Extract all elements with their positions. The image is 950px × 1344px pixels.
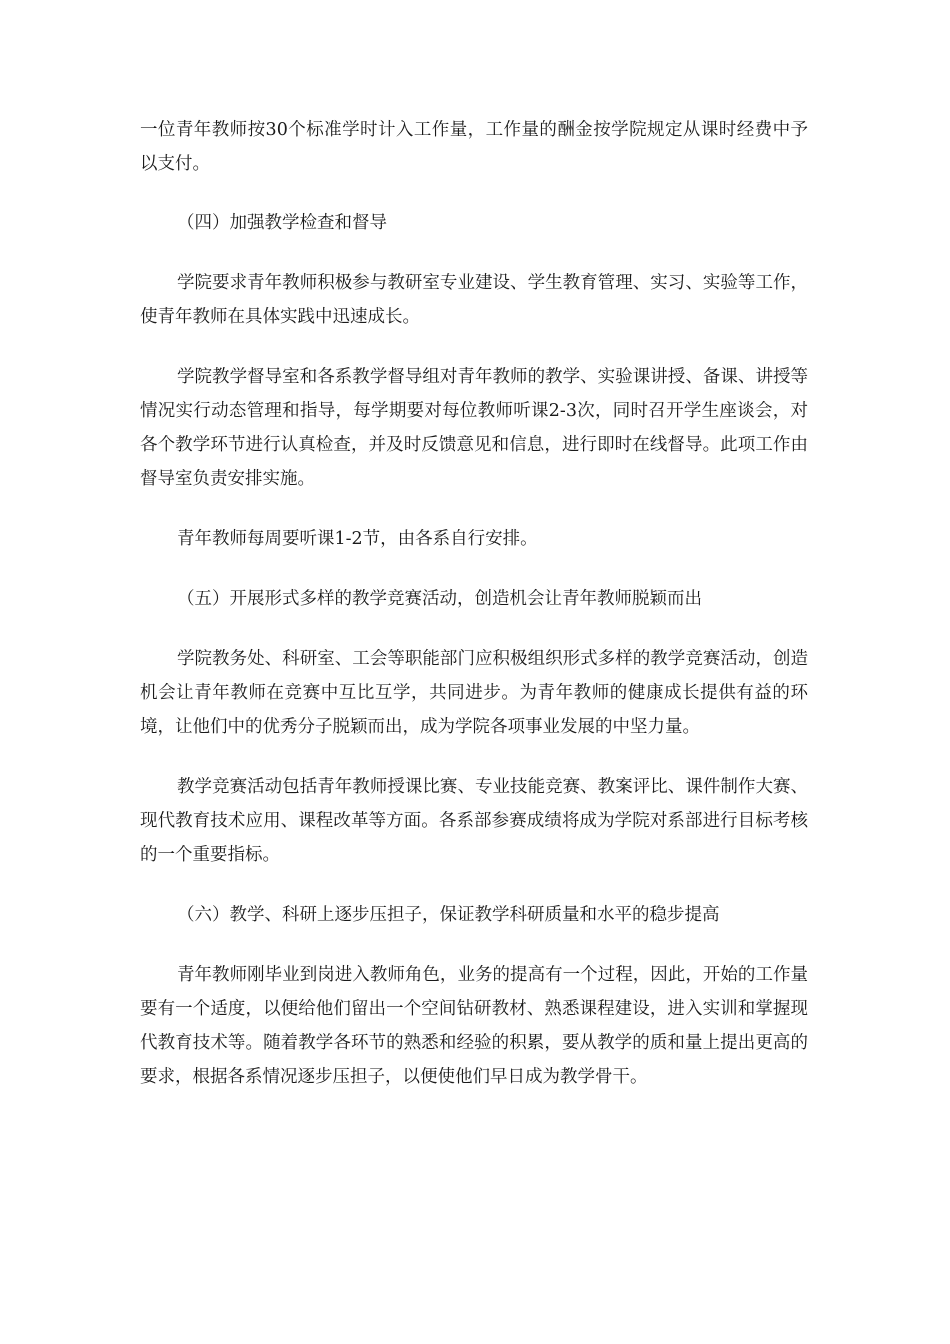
- section-heading-6: （六）教学、科研上逐步压担子，保证教学科研质量和水平的稳步提高: [177, 905, 720, 925]
- paragraph-competition-organization: 学院教务处、科研室、工会等职能部门应积极组织形式多样的教学竞赛活动，创造机会让青年教师在竞赛中互比互学，共同进步。为青年教师的健康成长提供有益的环境，让他们中的优秀分子脱颖而出，成为学院各项事业发展的中坚力量。: [140, 649, 808, 737]
- paragraph-gradual-responsibility: 青年教师刚毕业到岗进入教师角色，业务的提高有一个过程，因此，开始的工作量要有一个适度，以便给他们留出一个空间钻研教材、熟悉课程建设，进入实训和掌握现代教育技术等。随着教学各环节的熟悉和经验的积累，要从教学的质和量上提出更高的要求，根据各系情况逐步压担子，以便使他们早日成为教学骨干。: [140, 965, 808, 1087]
- document-body: [140, 113, 808, 1094]
- paragraph-workload-payment: 一位青年教师按30个标准学时计入工作量，工作量的酬金按学院规定从课时经费中予以支付。: [140, 120, 808, 174]
- paragraph-competition-types: 教学竞赛活动包括青年教师授课比赛、专业技能竞赛、教案评比、课件制作大赛、现代教育技术应用、课程改革等方面。各系部参赛成绩将成为学院对系部进行目标考核的一个重要指标。: [140, 777, 808, 865]
- paragraph-supervision: 学院教学督导室和各系教学督导组对青年教师的教学、实验课讲授、备课、讲授等情况实行动态管理和指导，每学期要对每位教师听课2-3次，同时召开学生座谈会，对各个教学环节进行认真检查，并及时反馈意见和信息，进行即时在线督导。此项工作由督导室负责安排实施。: [140, 367, 808, 489]
- section-heading-4: （四）加强教学检查和督导: [177, 213, 387, 233]
- section-heading-5: （五）开展形式多样的教学竞赛活动，创造机会让青年教师脱颖而出: [177, 589, 702, 609]
- paragraph-practice-participation: 学院要求青年教师积极参与教研室专业建设、学生教育管理、实习、实验等工作，使青年教师在具体实践中迅速成长。: [140, 273, 808, 327]
- paragraph-lesson-observation: 青年教师每周要听课1-2节，由各系自行安排。: [177, 529, 538, 549]
